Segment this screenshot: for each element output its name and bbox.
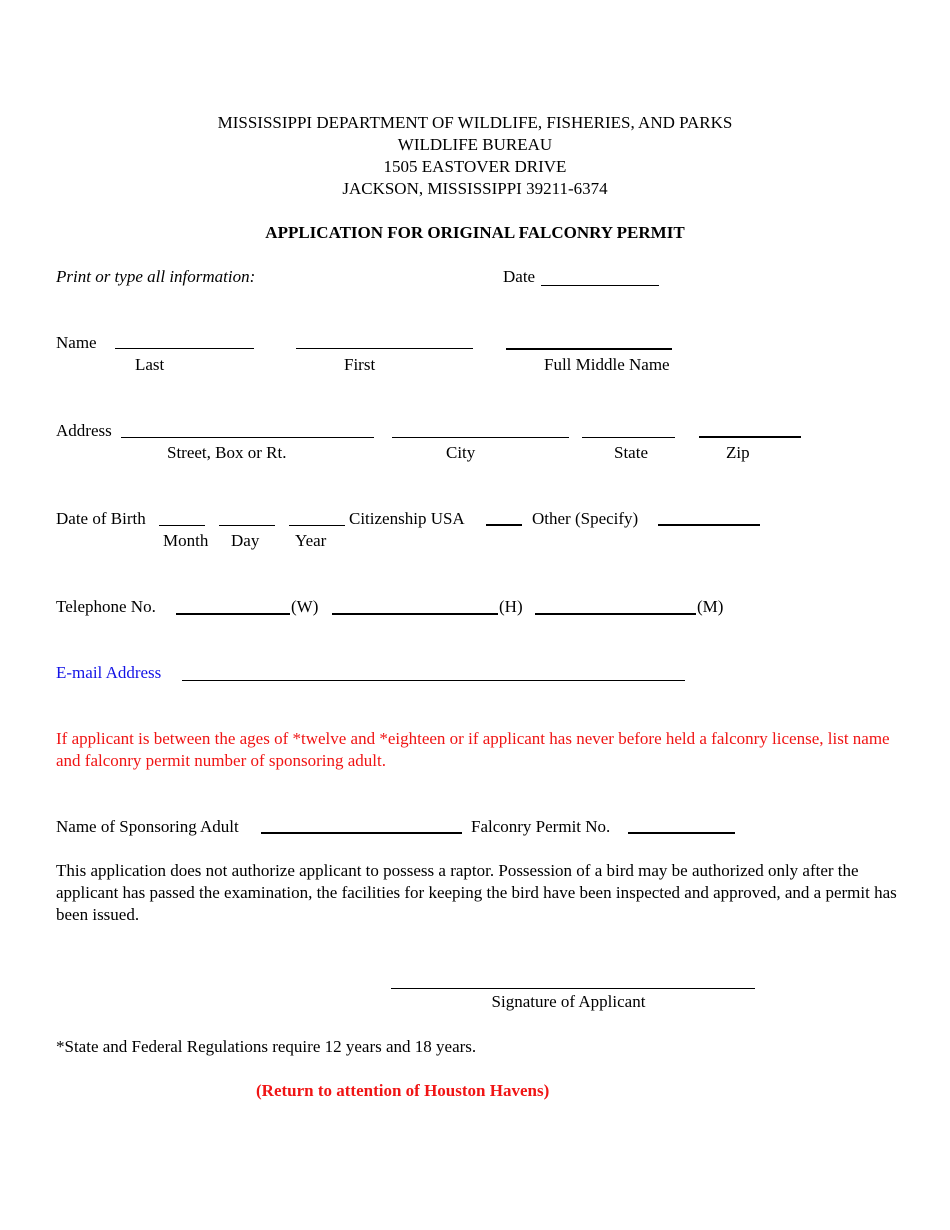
city-state-zip: JACKSON, MISSISSIPPI 39211-6374 <box>342 179 608 198</box>
bureau-name: WILDLIFE BUREAU <box>397 135 553 154</box>
name-label: Name <box>56 333 97 352</box>
year-caption: Year <box>295 531 327 550</box>
email-label: E-mail Address <box>56 663 162 682</box>
sponsor-name-label: Name of Sponsoring Adult <box>56 817 239 836</box>
state-field[interactable] <box>582 437 675 438</box>
month-caption: Month <box>163 531 209 550</box>
street-caption: Street, Box or Rt. <box>167 443 287 462</box>
other-citizenship-label: Other (Specify) <box>532 509 639 528</box>
return-note: (Return to attention of Houston Havens) <box>256 1081 550 1100</box>
last-caption: Last <box>135 355 165 374</box>
birth-day-field[interactable] <box>219 525 275 526</box>
birth-year-field[interactable] <box>289 525 345 526</box>
day-caption: Day <box>231 531 260 550</box>
home-phone-caption: (H) <box>499 597 523 616</box>
city-caption: City <box>446 443 476 462</box>
sponsor-permit-field[interactable] <box>628 832 735 834</box>
other-citizenship-field[interactable] <box>658 524 760 526</box>
date-label: Date <box>503 267 536 286</box>
last-name-field[interactable] <box>115 348 254 349</box>
sponsor-permit-label: Falconry Permit No. <box>471 817 611 836</box>
dob-label: Date of Birth <box>56 509 146 528</box>
middle-caption: Full Middle Name <box>544 355 670 374</box>
footnote: *State and Federal Regulations require 12 years and 18 years. <box>56 1037 477 1056</box>
city-field[interactable] <box>392 437 569 438</box>
mobile-phone-field[interactable] <box>535 613 696 615</box>
sponsor-name-field[interactable] <box>261 832 462 834</box>
disclaimer: This application does not authorize applicant to possess a raptor. Possession of a bird may be authorized only after the applicant has passed the examination, the facilities for keeping the bird have been inspected and approved, and a permit has been issued. <box>56 861 897 924</box>
street-address: 1505 EASTOVER DRIVE <box>383 157 567 176</box>
first-name-field[interactable] <box>296 348 473 349</box>
form-title: APPLICATION FOR ORIGINAL FALCONRY PERMIT <box>265 223 685 242</box>
citizenship-usa-field[interactable] <box>486 524 522 526</box>
mobile-phone-caption: (M) <box>697 597 724 616</box>
first-caption: First <box>344 355 376 374</box>
instructions: Print or type all information: <box>56 267 256 286</box>
sponsor-note: If applicant is between the ages of *twelve and *eighteen or if applicant has never before held a falconry license, list name and falconry permit number of sponsoring adult. <box>56 729 890 770</box>
work-phone-caption: (W) <box>291 597 319 616</box>
work-phone-field[interactable] <box>176 613 290 615</box>
street-field[interactable] <box>121 437 374 438</box>
zip-caption: Zip <box>726 443 750 462</box>
telephone-label: Telephone No. <box>56 597 156 616</box>
email-field[interactable] <box>182 680 685 681</box>
date-field[interactable] <box>541 285 659 286</box>
citizenship-label: Citizenship USA <box>349 509 465 528</box>
agency-name: MISSISSIPPI DEPARTMENT OF WILDLIFE, FISHERIES, AND PARKS <box>217 113 733 132</box>
signature-caption: Signature of Applicant <box>491 992 646 1011</box>
signature-field[interactable] <box>391 988 755 989</box>
zip-field[interactable] <box>699 436 801 438</box>
home-phone-field[interactable] <box>332 613 498 615</box>
birth-month-field[interactable] <box>159 525 205 526</box>
address-label: Address <box>56 421 112 440</box>
middle-name-field[interactable] <box>506 348 672 350</box>
state-caption: State <box>614 443 648 462</box>
